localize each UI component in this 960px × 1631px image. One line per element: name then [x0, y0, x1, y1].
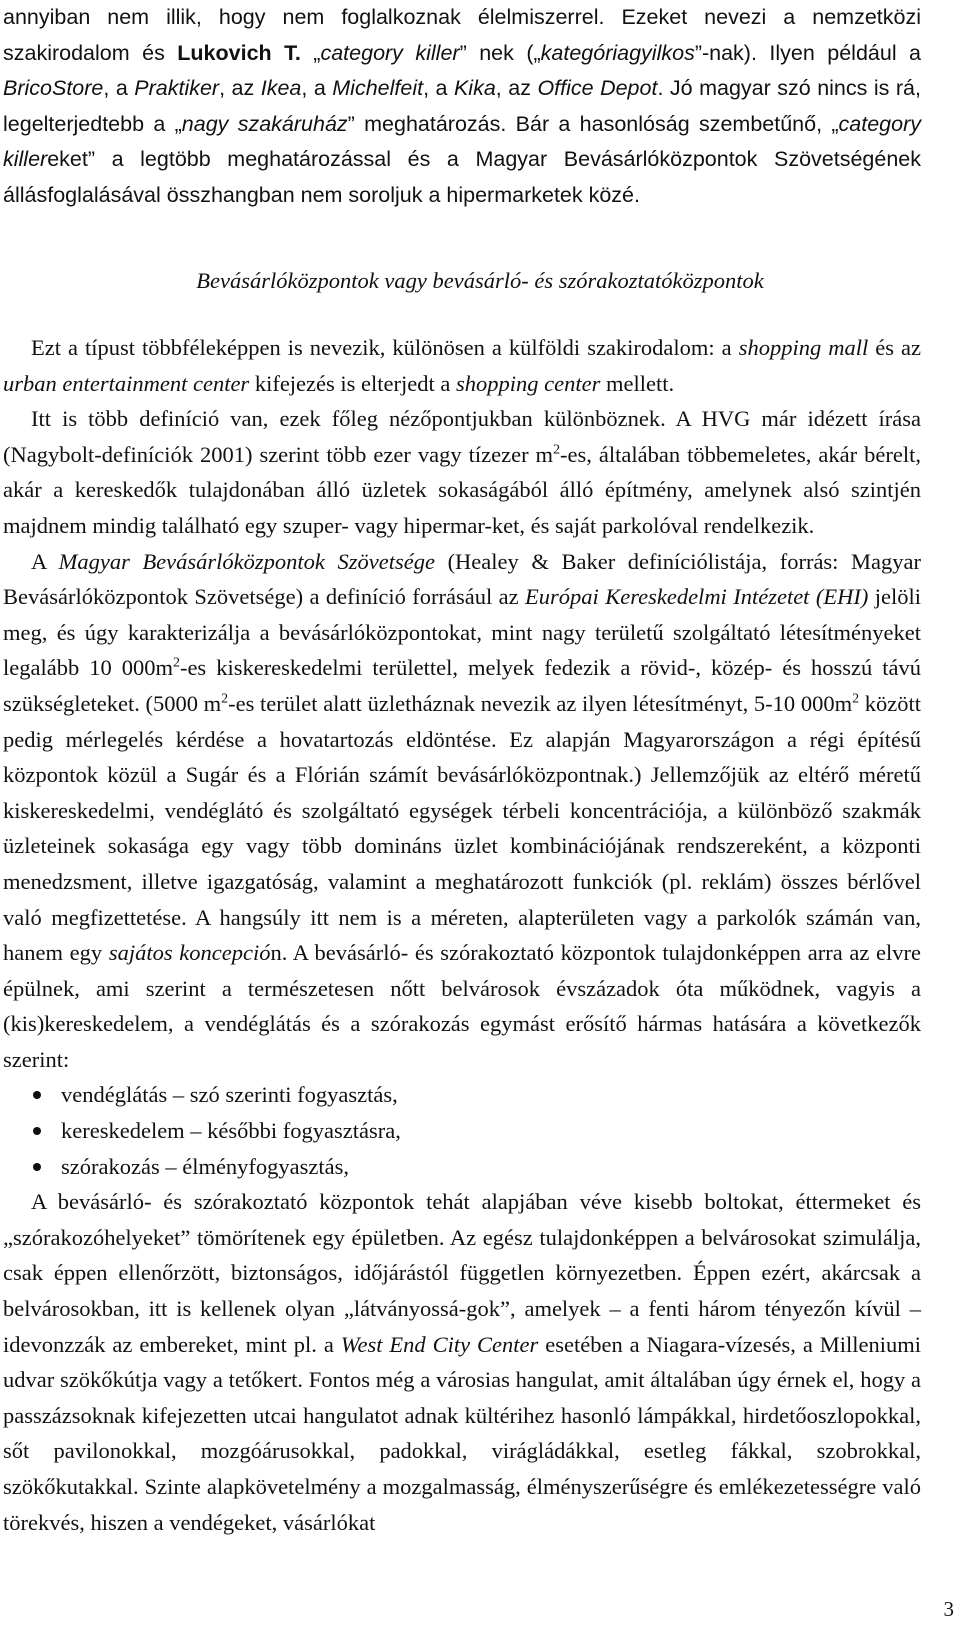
paragraph-3 — [3, 544, 921, 1078]
list-item-text: kereskedelem – későbbi fogyasztásra, — [61, 1118, 401, 1144]
list-item-text: vendéglátás – szó szerinti fogyasztás, — [61, 1082, 398, 1108]
organization-name: Magyar Bevásárlóközpontok Szövetsége — [58, 548, 435, 574]
store-name: Michelfeit — [332, 76, 424, 100]
list-item-text: szórakozás – élményfogyasztás, — [61, 1153, 350, 1179]
term: nagy szakáruház — [181, 111, 348, 136]
text-run: , a — [103, 76, 135, 100]
text-run: mellett. — [600, 370, 675, 396]
text-run: ”-nak). Ilyen például a — [694, 40, 922, 65]
author-reference: Lukovich T. — [177, 40, 301, 65]
text-run: jelöli meg, és úgy karakterizálja a bevásárlóközpontokat, mint nagy területű szolgáltató létesítményeket legalább 10 000m — [3, 584, 921, 681]
text-run: ” nek („ — [459, 40, 541, 65]
bullet-icon — [33, 1091, 41, 1099]
term: shopping mall — [738, 335, 869, 360]
store-name: Kika — [453, 76, 496, 100]
store-name: Office Depot — [537, 76, 658, 100]
text-run: Ezt a típust többféleképpen is nevezik, különösen a külföldi szakirodalom: a — [31, 335, 739, 360]
place-name: West End City Center — [340, 1331, 539, 1357]
intro-paragraph — [3, 0, 921, 213]
bullet-list — [3, 1077, 921, 1184]
paragraph-2 — [3, 401, 921, 543]
text-run: -es, általában többemeletes, akár bérelt, akár a kereskedők tulajdonában álló üzletek sokaságából álló építmény, amelynek alsó szintjén majdnem mindig található egy szuper- vagy hipermar-ket, és saját parkolóval rendelkezik. — [3, 441, 921, 538]
text-run: n. A bevásárló- és szórakoztató központok tulajdonképpen arra az elvre épülnek, ami szerint a természetesen nőtt belvárosok évszázadok óta működnek, vagyis a (kis)kereskedelem, a vendéglátás és a szórakozás egymást erősítő hármas hatására a következők szerint: — [3, 940, 921, 1072]
term: category killer — [3, 111, 921, 171]
text-run: Itt is több definíció van, ezek főleg nézőpontjukban különböznek. A HVG már idézett írása (Nagybolt-definíciók 2001) szerint több ezer vagy tízezer m — [3, 406, 921, 467]
text-run: A bevásárló- és szórakoztató központok tehát alapjában véve kisebb boltokat, éttermeket és „szórakozóhelyeket” tömörítenek egy épületben. Az egész tulajdonképpen a belvárosokat szimulálja, csak éppen ellenőrzött, biztonságos, időjárástól független környezetben. Éppen ezért, akárcsak a belvárosokban, itt is kellenek olyan „látványossá-gok”, amelyek – a fenti három tényezőn kívül – idevonzzák az embereket, mint pl. a — [3, 1189, 921, 1357]
paragraph-1 — [3, 330, 921, 401]
text-run: esetében a Niagara-vízesés, a Milleniumi udvar szökőkútja vagy a tetőkert. Fontos még a városias hangulat, amit általában úgy érnek el, hogy a passzázsoknak kifejezetten utcai hangulatot adnak kültérihez hasonló lámpákkal, hirdetőoszlopokkal, sőt pavilonokkal, mozgóárusokkal, padokkal, virágládákkal, esetleg fákkal, szobrokkal, szökőkutakkal. Szinte alapkövetelmény a mozgalmasság, élményszerűségre és emlékezetességre való törekvés, hiszen a vendégeket, vásárlókat — [3, 1331, 921, 1535]
bullet-icon — [33, 1127, 41, 1135]
section-body — [3, 330, 921, 1540]
term: urban entertainment center — [3, 370, 250, 396]
text-run: eket” a legtöbb meghatározással és a Magyar Bevásárlóközpontok Szövetségének állásfoglalásával összhangban nem soroljuk a hipermarketek közé. — [3, 147, 921, 207]
text-run: „ — [300, 40, 321, 65]
text-run: A — [31, 548, 59, 574]
list-item — [3, 1077, 921, 1113]
page-number: 3 — [943, 1597, 954, 1621]
bullet-icon — [33, 1163, 41, 1171]
term: category killer — [320, 40, 460, 65]
superscript: 2 — [172, 655, 180, 671]
paragraph-4 — [3, 1184, 921, 1540]
text-run: ” meghatározás. Bár a hasonlóság szembetűnő, „ — [347, 111, 839, 136]
text-run: kifejezés is elterjedt a — [249, 370, 456, 396]
text-run: , az — [495, 76, 538, 100]
store-name: BricoStore — [3, 76, 104, 100]
text-run: között pedig mérlegelés kérdése a hovatartozás eldöntése. Ez alapján Magyarországon a régi építésű központok közül a Sugár és a Flórián számít bevásárlóközpontnak.) Jellemzőjük az eltérő méretű kiskereskedelmi, vendéglátó és szolgáltató egységek térbeli koncentrációja, a különböző szakmák üzleteinek sokasága egy vagy több domináns üzlet kombinációjának rendszereként, a központi menedzsment, illetve igazgatóság, valamint a meghatározott funkciók (pl. reklám) összes bérlővel való megfizettetése. A hangsúly itt nem is a méreten, alapterületen vagy a parkolók számán van, hanem egy — [3, 690, 921, 966]
superscript: 2 — [852, 691, 860, 707]
term: shopping center — [455, 370, 601, 396]
text-run: , a — [301, 76, 333, 100]
superscript: 2 — [221, 691, 229, 707]
text-run: . Jó magyar szó nincs is rá, legelterjedtebb a „ — [3, 76, 921, 136]
text-run: és az — [868, 335, 921, 360]
term: kategóriagyilkos — [540, 40, 695, 65]
store-name: Ikea — [260, 76, 302, 100]
list-item — [3, 1113, 921, 1149]
text-run: , a — [423, 76, 454, 100]
organization-name: Európai Kereskedelmi Intézetet (EHI) — [525, 584, 869, 610]
term: sajátos koncepció — [108, 940, 271, 966]
superscript: 2 — [553, 442, 561, 458]
text-run: -es terület alatt üzletháznak nevezik az ilyen létesítményt, 5-10 000m — [228, 690, 853, 716]
text-run: -es kiskereskedelmi területtel, melyek fedezik a rövid-, közép- és hosszú távú szükségleteket. (5000 m — [3, 655, 922, 716]
text-run: annyiban nem illik, hogy nem foglalkoznak élelmiszerrel. Ezeket nevezi a nemzetközi szakirodalom és — [3, 5, 921, 65]
section-heading: Bevásárlóközpontok vagy bevásárló- és szórakoztatóközpontok — [196, 268, 764, 293]
text-run: , az — [219, 76, 261, 100]
list-item — [3, 1149, 921, 1185]
text-run: (Healey & Baker definíciólistája, forrás: Magyar Bevásárlóközpontok Szövetsége) a definíció forrásául az — [3, 548, 922, 610]
store-name: Praktiker — [134, 76, 220, 100]
